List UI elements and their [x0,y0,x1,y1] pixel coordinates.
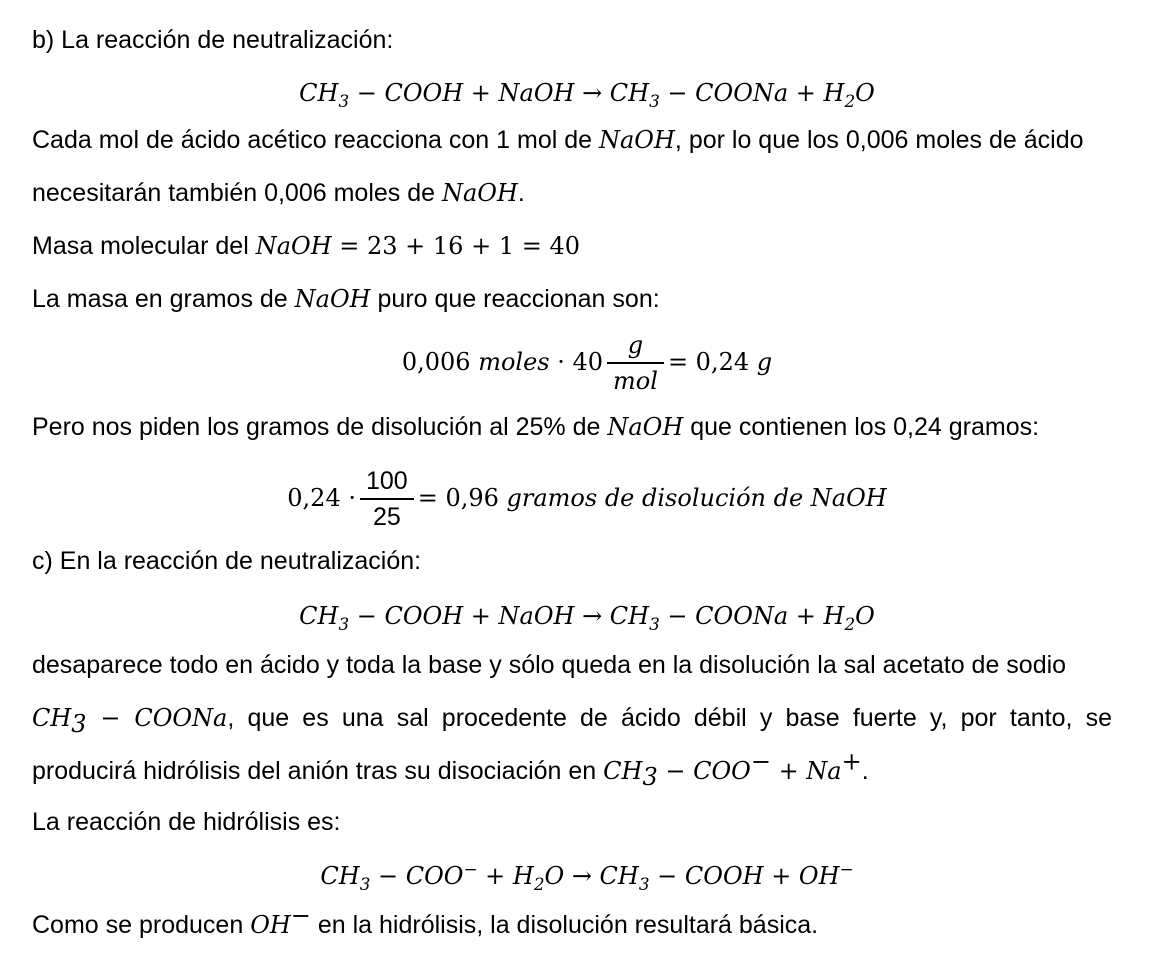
eq-part: = 0,24 [667,348,757,376]
eq-sup: − [463,859,478,879]
math-sum: = 23 + 16 + 1 = 40 [331,232,580,260]
text: , por lo que los 0,006 moles de ácido [674,126,1084,154]
fraction-numerator: g [607,330,664,364]
paragraph-4 [32,284,1112,314]
eq-sub: 3 [642,763,658,791]
math-naoh: NaOH [441,179,518,207]
math-naoh: NaOH [255,232,332,260]
fraction-denominator: mol [613,367,658,396]
text: necesitarán también 0,006 moles de [32,179,442,207]
text: . [861,757,869,785]
eq-sub: 2 [844,613,856,634]
math-ch3: CH [603,757,643,785]
text: , que es una sal procedente de ácido débil y base fuerte y, por tanto, se [227,704,1112,732]
fraction-100-over-25 [360,466,414,532]
equation-neutralization-1 [0,78,1174,111]
eq-sub: 3 [359,873,371,894]
math-naoh: NaOH [599,126,675,154]
eq-part: · 40 [549,348,604,376]
eq-part: = 0,96 [417,484,507,512]
eq-part: 0,006 [401,348,479,376]
paragraph-6 [32,650,1112,680]
math-oh: OH [250,911,291,939]
eq-part: 0,24 · [287,484,356,512]
math-naoh: NaOH [294,285,371,313]
eq-part: − COO [370,862,464,890]
eq-sub: 2 [844,90,856,111]
paragraph-9 [32,807,1112,837]
paragraph-5 [32,412,1112,442]
heading-b-text: b) La reacción de neutralización: [32,26,394,54]
eq-part: − COOH + NaOH → CH [349,602,650,630]
eq-sup: − [290,901,311,930]
text: La reacción de hidrólisis es: [32,808,341,836]
eq-sub: 3 [338,613,350,634]
math-ch3: CH [32,704,72,732]
equation-neutralization-2 [0,601,1174,634]
heading-c-text: c) En la reacción de neutralización: [32,547,422,575]
math-naoh: NaOH [607,413,684,441]
paragraph-8 [32,747,1112,791]
text: que contienen los 0,24 gramos: [683,413,1040,441]
eq-part: O [855,602,875,630]
eq-part: + H [477,862,534,890]
text: Masa molecular del [32,232,256,260]
equation-hydrolysis [0,859,1174,894]
fraction-numerator: 100 [360,466,414,500]
eq-sub: 3 [71,710,87,738]
text: . [517,179,525,207]
fraction-g-per-mol [607,330,664,396]
text: La masa en gramos de [32,285,295,313]
math-coo: − COO [657,757,751,785]
eq-part: − COOH + NaOH → CH [349,79,650,107]
text: Cada mol de ácido acético reacciona con 1 mol de [32,126,599,154]
eq-sub: 3 [338,90,350,111]
math-coona: − COONa [86,704,228,732]
paragraph-3 [32,231,1112,261]
eq-sup: − [750,747,771,776]
eq-part: O [855,79,875,107]
text: desaparece todo en ácido y toda la base y sólo queda en la disolución la sal acetato de sodio [32,651,1067,679]
math-na: + Na [770,757,842,785]
eq-part: gramos de disolución de NaOH [506,484,887,512]
eq-part: CH [320,862,360,890]
eq-sub: 3 [649,613,660,634]
heading-c [32,546,1112,576]
paragraph-1 [32,125,1112,155]
eq-part: CH [299,602,339,630]
eq-part: − COONa + H [659,602,845,630]
equation-mass [0,330,1174,394]
equation-dilution [0,466,1174,530]
eq-part: O → CH [544,862,639,890]
eq-sub: 3 [649,90,660,111]
paragraph-7 [32,703,1112,738]
eq-part: − COONa + H [659,79,845,107]
text: producirá hidrólisis del anión tras su disociación en [32,757,604,785]
text: Pero nos piden los gramos de disolución al 25% de [32,413,608,441]
text: Como se producen [32,911,251,939]
eq-sub: 3 [638,873,650,894]
eq-part: moles [478,348,550,376]
text: puro que reaccionan son: [370,285,660,313]
eq-sub: 2 [533,873,545,894]
paragraph-2 [32,178,1112,208]
eq-part: g [756,348,773,376]
eq-part: CH [299,79,339,107]
eq-part: − COOH + OH [649,862,840,890]
paragraph-10 [32,901,1112,940]
eq-sup: − [839,859,854,879]
fraction-denominator: 25 [372,503,401,532]
eq-sup: + [841,747,862,776]
text: en la hidrólisis, la disolución resultará básica. [310,911,819,939]
heading-b [32,25,1112,55]
